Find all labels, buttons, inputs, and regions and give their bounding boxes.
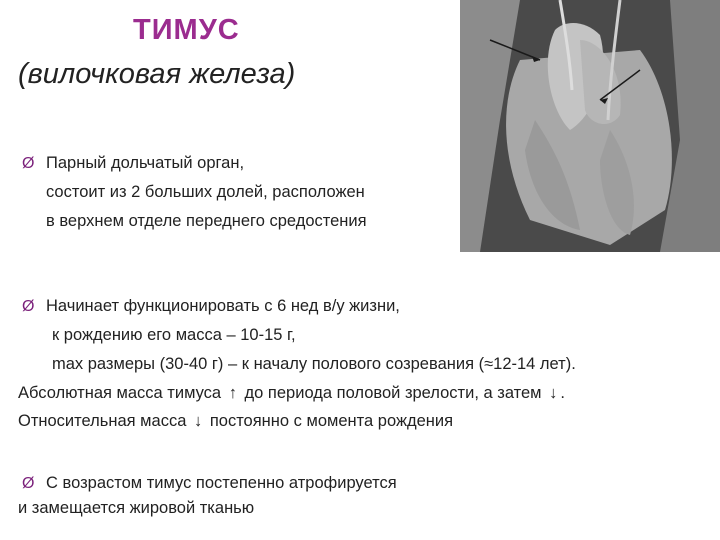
bullet-functioning — [22, 293, 712, 373]
bullet-atrophy — [22, 470, 712, 500]
relative-mass-part1: Относительная масса — [18, 412, 187, 430]
arrow-down-icon: ↓ — [193, 412, 203, 430]
arrow-up-icon: ↑ — [228, 384, 237, 402]
bullet-arrow-icon: Ø — [22, 155, 35, 172]
absolute-mass-end: . — [560, 384, 565, 402]
slide-title: ТИМУС — [133, 14, 240, 46]
bullet-paired-organ — [22, 150, 462, 230]
bullet1-line1: Парный дольчатый орган, — [46, 154, 245, 172]
absolute-mass-part2: до периода половой зрелости, а затем — [244, 384, 542, 402]
bullet1-line2: состоит из 2 больших долей, расположен — [46, 183, 365, 201]
bullet2-line2: к рождению его масса – 10-15 г, — [52, 326, 296, 344]
relative-mass-part2: постоянно с момента рождения — [209, 412, 454, 430]
absolute-mass-text — [18, 384, 565, 403]
thymus-anatomy-photo — [460, 0, 720, 252]
arrow-down-icon: ↓ — [549, 384, 558, 402]
bullet1-line3: в верхнем отделе переднего средостения — [46, 212, 367, 230]
slide-subtitle: (вилочковая железа) — [18, 58, 296, 90]
bullet3-line2: и замещается жировой тканью — [18, 499, 255, 517]
bullet-arrow-icon: Ø — [22, 475, 35, 492]
bullet-arrow-icon: Ø — [22, 298, 35, 315]
bullet2-line3: max размеры (30-40 г) – к началу полового созревания (≈12-14 лет). — [52, 355, 576, 373]
absolute-mass-part1: Абсолютная масса тимуса — [18, 384, 222, 402]
relative-mass-text — [18, 412, 453, 431]
bullet2-line1: Начинает функционировать с 6 нед в/у жизни, — [46, 297, 400, 315]
bullet3-line1: С возрастом тимус постепенно атрофируется — [46, 474, 397, 492]
